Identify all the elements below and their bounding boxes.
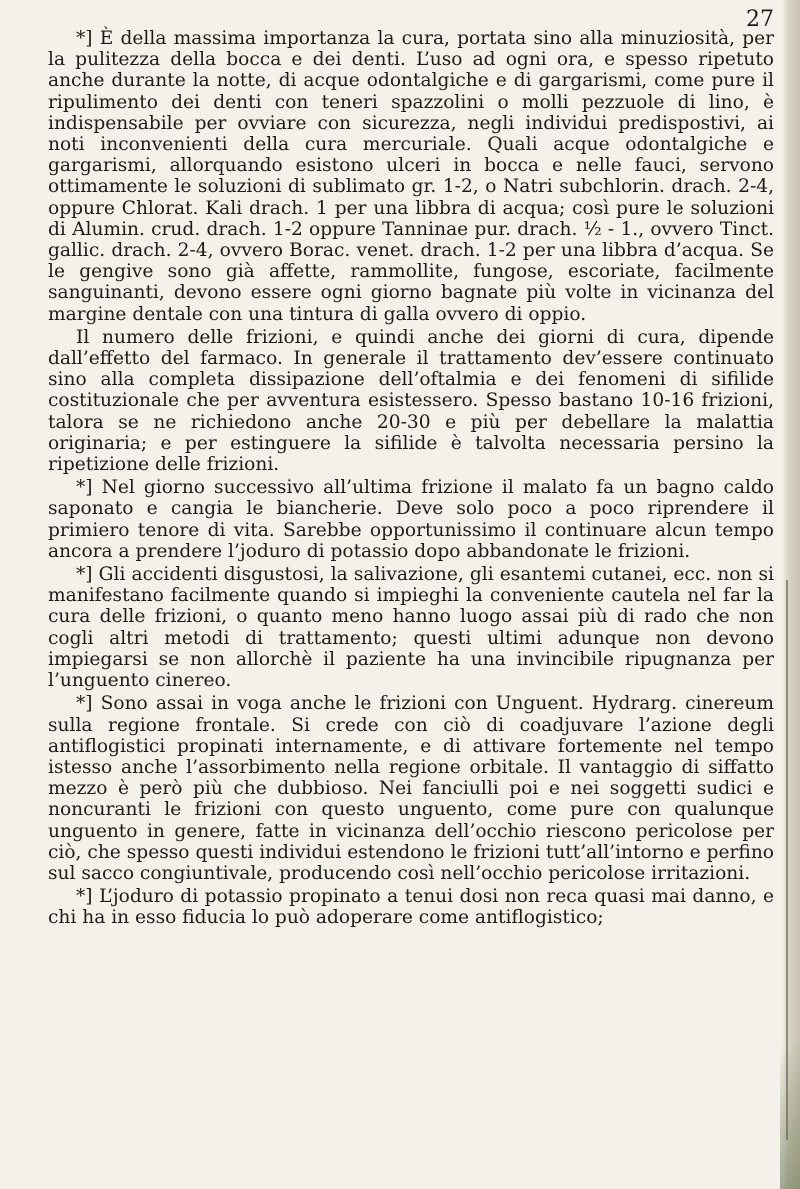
paragraph-frontal-frictions: *] Sono assai in voga anche le frizioni con Unguent. Hydrarg. cinereum sulla regione frontale. Si crede con ciò di coadjuvare l’azione degli antiflogistici propinati internamente, e di attivare fortemente nel tempo istesso anche l’assorbimento nella regione orbitale. Il vantaggio di siffatto mezzo è però più che dubbioso. Nei fanciulli poi e nei soggetti sudici e noncuranti le frizioni con questo unguento, come pure con qualunque unguento in genere, fatte in vicinanza dell’occhio riescono pericolose per ciò, che spesso questi individui estendono le frizioni tutt’all’intorno e perfino sul sacco congiuntivale, producendo così nell’occhio pericolose irritazioni. xyxy=(48,693,774,884)
page-edge-shadow xyxy=(782,0,800,1189)
paragraph-number-of-frictions: Il numero delle frizioni, e quindi anche dei giorni di cura, dipende dall’effetto del farmaco. In generale il trattamento dev’essere continuato sino alla completa dissipazione dell’oftalmia e dei fenomeni di sifilide costituzionale che per avventura esistessero. Spesso bastano 10-16 frizioni, talora se ne richiedono anche 20-30 e più per debellare la malattia originaria; e per estinguere la sifilide è talvolta necessaria persino la ripetizione delle frizioni. xyxy=(48,326,774,476)
body-text xyxy=(48,28,774,931)
paragraph-potassium-iodide: *] L’joduro di potassio propinato a tenui dosi non reca quasi mai danno, e chi ha in esso fiducia lo può adoperare come antiflogistico; xyxy=(48,886,774,929)
edge-stain xyxy=(780,1040,800,1189)
paragraph-unpleasant-accidents: *] Gli accidenti disgustosi, la salivazione, gli esantemi cutanei, ecc. non si manifestano facilmente quando si impieghi la conveniente cautela nel far la cura delle frizioni, o quanto meno hanno luogo assai più di rado che non cogli altri metodi di trattamento; questi ultimi adunque non devono impiegarsi se non allorchè il paziente ha una invincibile ripugnanza per l’unguento cinereo. xyxy=(48,564,774,692)
paragraph-after-last-friction: *] Nel giorno successivo all’ultima frizione il malato fa un bagno caldo saponato e cangia le biancherie. Deve solo poco a poco riprendere il primiero tenore di vita. Sarebbe opportunissimo il continuare alcun tempo ancora a prendere l’joduro di potassio dopo abbandonate le frizioni. xyxy=(48,477,774,562)
page-number: 27 xyxy=(746,7,774,32)
paragraph-oral-hygiene: *] È della massima importanza la cura, portata sino alla minuziosità, per la pulitezza della bocca e dei denti. L’uso ad ogni ora, e spesso ripetuto anche durante la notte, di acque odontalgiche e di gargarismi, come pure il ripulimento dei denti con teneri spazzolini o molli pezzuole di lino, è indispensabile per ovviare con sicurezza, negli individui predispostivi, ai noti inconvenienti della cura mercuriale. Quali acque odontalgiche e gargarismi, allorquando esistono ulceri in bocca e nelle fauci, servono ottimamente le soluzioni di sublimato gr. 1-2, o Natri subchlorin. drach. 2-4, oppure Chlorat. Kali drach. 1 per una libbra di acqua; così pure le soluzioni di Alumin. crud. drach. 1-2 oppure Tanninae pur. drach. ½ - 1., ovvero Tinct. gallic. drach. 2-4, ovvero Borac. venet. drach. 1-2 per una libbra d’acqua. Se le gengive sono già affette, rammollite, fungose, escoriate, facilmente sanguinanti, devono essere ogni giorno bagnate più volte in vicinanza del margine dentale con una tintura di galla ovvero di oppio. xyxy=(48,28,774,325)
